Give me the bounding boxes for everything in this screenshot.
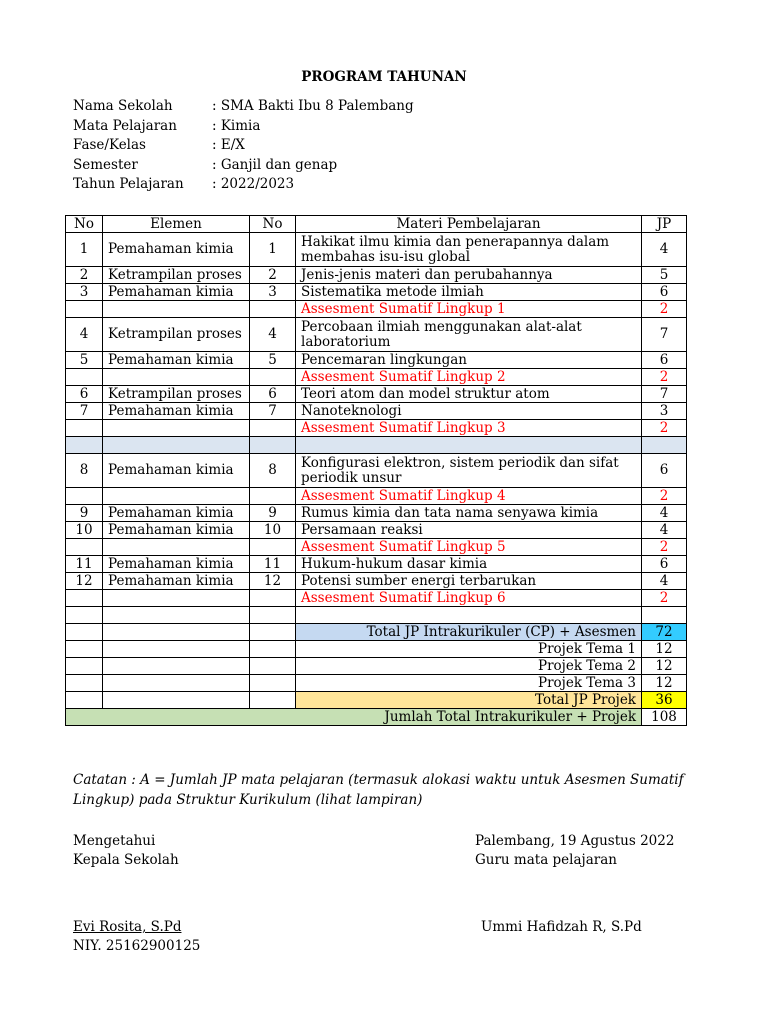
cell-jp: 4 [642,505,687,522]
cell-no2: 1 [250,233,296,267]
school-info [73,97,414,195]
cell-elemen: Pemahaman kimia [103,522,250,539]
cell-materi: Assesment Sumatif Lingkup 1 [296,301,642,318]
total-label: Projek Tema 1 [296,641,642,658]
sig-left-line1: Mengetahui [73,833,156,849]
cell-materi: Rumus kimia dan tata nama senyawa kimia [296,505,642,522]
cell-no [66,437,103,454]
cell-jp: 6 [642,284,687,301]
total-value: 36 [642,692,687,709]
cell-materi: Persamaan reaksi [296,522,642,539]
table-row [66,403,687,420]
header-elemen: Elemen [103,216,250,233]
cell-materi: Sistematika metode ilmiah [296,284,642,301]
table-row-assessment [66,420,687,437]
cell-no [66,301,103,318]
table-row-empty [66,607,687,624]
table-row [66,318,687,352]
cell-materi: Assesment Sumatif Lingkup 5 [296,539,642,556]
cell-no [66,539,103,556]
cell-no [66,590,103,607]
table-row [66,454,687,488]
cell-materi: Nanoteknologi [296,403,642,420]
cell-jp: 6 [642,352,687,369]
table-row-assessment [66,590,687,607]
cell-no2: 4 [250,318,296,352]
cell-no: 10 [66,522,103,539]
info-row-phase [73,136,414,156]
headmaster-id: NIY. 25162900125 [73,938,201,954]
cell-no2 [250,420,296,437]
cell-elemen: Pemahaman kimia [103,233,250,267]
info-label: Semester [73,156,138,173]
teacher-name: Ummi Hafidzah R, S.Pd [481,919,642,935]
signature-right-name [481,918,642,937]
cell-jp: 7 [642,386,687,403]
total-value: 12 [642,675,687,692]
header-jp: JP [642,216,687,233]
cell-jp [642,437,687,454]
cell-elemen [103,488,250,505]
cell-no [66,369,103,386]
sig-left-line2: Kepala Sekolah [73,852,179,868]
info-label: Mata Pelajaran [73,117,177,134]
table-row-assessment [66,301,687,318]
total-label: Projek Tema 3 [296,675,642,692]
cell-jp: 2 [642,488,687,505]
cell-no2: 5 [250,352,296,369]
info-value: : E/X [212,137,245,154]
cell-no2: 10 [250,522,296,539]
cell-materi: Teori atom dan model struktur atom [296,386,642,403]
table-header-row [66,216,687,233]
total-row-projek-3 [66,675,687,692]
cell-elemen [103,420,250,437]
cell-no2: 6 [250,386,296,403]
cell-jp: 4 [642,233,687,267]
cell-no2 [250,590,296,607]
cell-jp: 6 [642,454,687,488]
table-row-assessment [66,539,687,556]
cell-no2 [250,488,296,505]
cell-materi: Assesment Sumatif Lingkup 2 [296,369,642,386]
info-label: Nama Sekolah [73,98,173,114]
total-value: 12 [642,641,687,658]
sig-right-line2: Guru mata pelajaran [475,852,617,868]
table-row [66,573,687,590]
cell-no2 [250,369,296,386]
cell-materi: Assesment Sumatif Lingkup 4 [296,488,642,505]
cell-no: 7 [66,403,103,420]
cell-jp: 3 [642,403,687,420]
total-row-cp [66,624,687,641]
cell-materi: Assesment Sumatif Lingkup 3 [296,420,642,437]
cell-elemen: Pemahaman kimia [103,284,250,301]
signature-left [73,832,179,870]
cell-elemen: Ketrampilan proses [103,386,250,403]
cell-jp: 2 [642,369,687,386]
cell-no: 9 [66,505,103,522]
table-row [66,505,687,522]
cell-materi: Pencemaran lingkungan [296,352,642,369]
cell-no: 1 [66,233,103,267]
info-row-year [73,175,414,195]
cell-no2: 2 [250,267,296,284]
headmaster-name: Evi Rosita, S.Pd [73,919,182,935]
cell-jp: 5 [642,267,687,284]
cell-elemen: Ketrampilan proses [103,267,250,284]
table-row [66,352,687,369]
table-row [66,267,687,284]
cell-materi [296,607,642,624]
grand-total-label: Jumlah Total Intrakurikuler + Projek [66,709,642,726]
cell-no [66,607,103,624]
cell-elemen [103,590,250,607]
cell-no: 6 [66,386,103,403]
header-no2: No [250,216,296,233]
info-label: Tahun Pelajaran [73,176,184,193]
signature-right [475,832,674,870]
total-value: 12 [642,658,687,675]
cell-no: 11 [66,556,103,573]
total-label: Projek Tema 2 [296,658,642,675]
cell-elemen: Ketrampilan proses [103,318,250,352]
cell-jp: 4 [642,573,687,590]
cell-no: 12 [66,573,103,590]
table-row [66,522,687,539]
info-label: Fase/Kelas [73,137,146,154]
cell-materi [296,437,642,454]
cell-no2: 3 [250,284,296,301]
cell-materi: Percobaan ilmiah menggunakan alat-alat laboratorium [296,318,642,352]
cell-no: 4 [66,318,103,352]
table-row-separator [66,437,687,454]
total-row-projek-1 [66,641,687,658]
cell-jp [642,607,687,624]
table-row-assessment [66,488,687,505]
info-value: : Ganjil dan genap [212,156,338,173]
header-materi: Materi Pembelajaran [296,216,642,233]
program-table [65,215,687,726]
cell-no2 [250,607,296,624]
cell-materi: Assesment Sumatif Lingkup 6 [296,590,642,607]
cell-no2: 9 [250,505,296,522]
cell-no: 8 [66,454,103,488]
table-row-assessment [66,369,687,386]
cell-materi: Potensi sumber energi terbarukan [296,573,642,590]
cell-elemen: Pemahaman kimia [103,556,250,573]
table-row [66,284,687,301]
cell-no2 [250,539,296,556]
grand-total-row [66,709,687,726]
cell-jp: 2 [642,590,687,607]
cell-jp: 2 [642,420,687,437]
cell-no [66,488,103,505]
cell-no: 3 [66,284,103,301]
cell-materi: Konfigurasi elektron, sistem periodik dan sifat periodik unsur [296,454,642,488]
cell-no2: 12 [250,573,296,590]
grand-total-value: 108 [642,709,687,726]
cell-jp: 2 [642,539,687,556]
info-value: : Kimia [212,117,261,134]
cell-elemen: Pemahaman kimia [103,403,250,420]
cell-jp: 2 [642,301,687,318]
info-value: : 2022/2023 [212,176,295,193]
info-row-subject [73,117,414,137]
table-row [66,386,687,403]
total-label: Total JP Projek [296,692,642,709]
info-row-school [73,97,414,117]
cell-elemen: Pemahaman kimia [103,454,250,488]
total-row-projek-2 [66,658,687,675]
cell-no [66,420,103,437]
page-title: PROGRAM TAHUNAN [301,69,467,85]
cell-materi: Jenis-jenis materi dan perubahannya [296,267,642,284]
cell-elemen [103,369,250,386]
table-body [66,233,687,726]
total-row-projek [66,692,687,709]
table-row [66,556,687,573]
cell-jp: 6 [642,556,687,573]
total-label: Total JP Intrakurikuler (CP) + Asesmen [296,624,642,641]
cell-no2 [250,437,296,454]
cell-jp: 4 [642,522,687,539]
cell-no2 [250,301,296,318]
cell-elemen [103,607,250,624]
sig-right-line1: Palembang, 19 Agustus 2022 [475,833,675,849]
cell-materi: Hukum-hukum dasar kimia [296,556,642,573]
info-row-semester [73,156,414,176]
cell-no2: 8 [250,454,296,488]
cell-no: 2 [66,267,103,284]
cell-no2: 11 [250,556,296,573]
cell-no2: 7 [250,403,296,420]
note-text: Catatan : A = Jumlah JP mata pelajaran (termasuk alokasi waktu untuk Asesmen Sumatif Lingkup) pada Struktur Kurikulum (lihat lampiran) [73,772,684,808]
cell-elemen [103,437,250,454]
cell-elemen: Pemahaman kimia [103,573,250,590]
table-row [66,233,687,267]
cell-elemen [103,301,250,318]
cell-elemen: Pemahaman kimia [103,505,250,522]
total-value: 72 [642,624,687,641]
cell-elemen [103,539,250,556]
cell-materi: Hakikat ilmu kimia dan penerapannya dalam membahas isu-isu global [296,233,642,267]
header-no: No [66,216,103,233]
signature-left-name [73,918,200,956]
cell-elemen: Pemahaman kimia [103,352,250,369]
info-value: : SMA Bakti Ibu 8 Palembang [212,98,414,114]
cell-no: 5 [66,352,103,369]
cell-jp: 7 [642,318,687,352]
